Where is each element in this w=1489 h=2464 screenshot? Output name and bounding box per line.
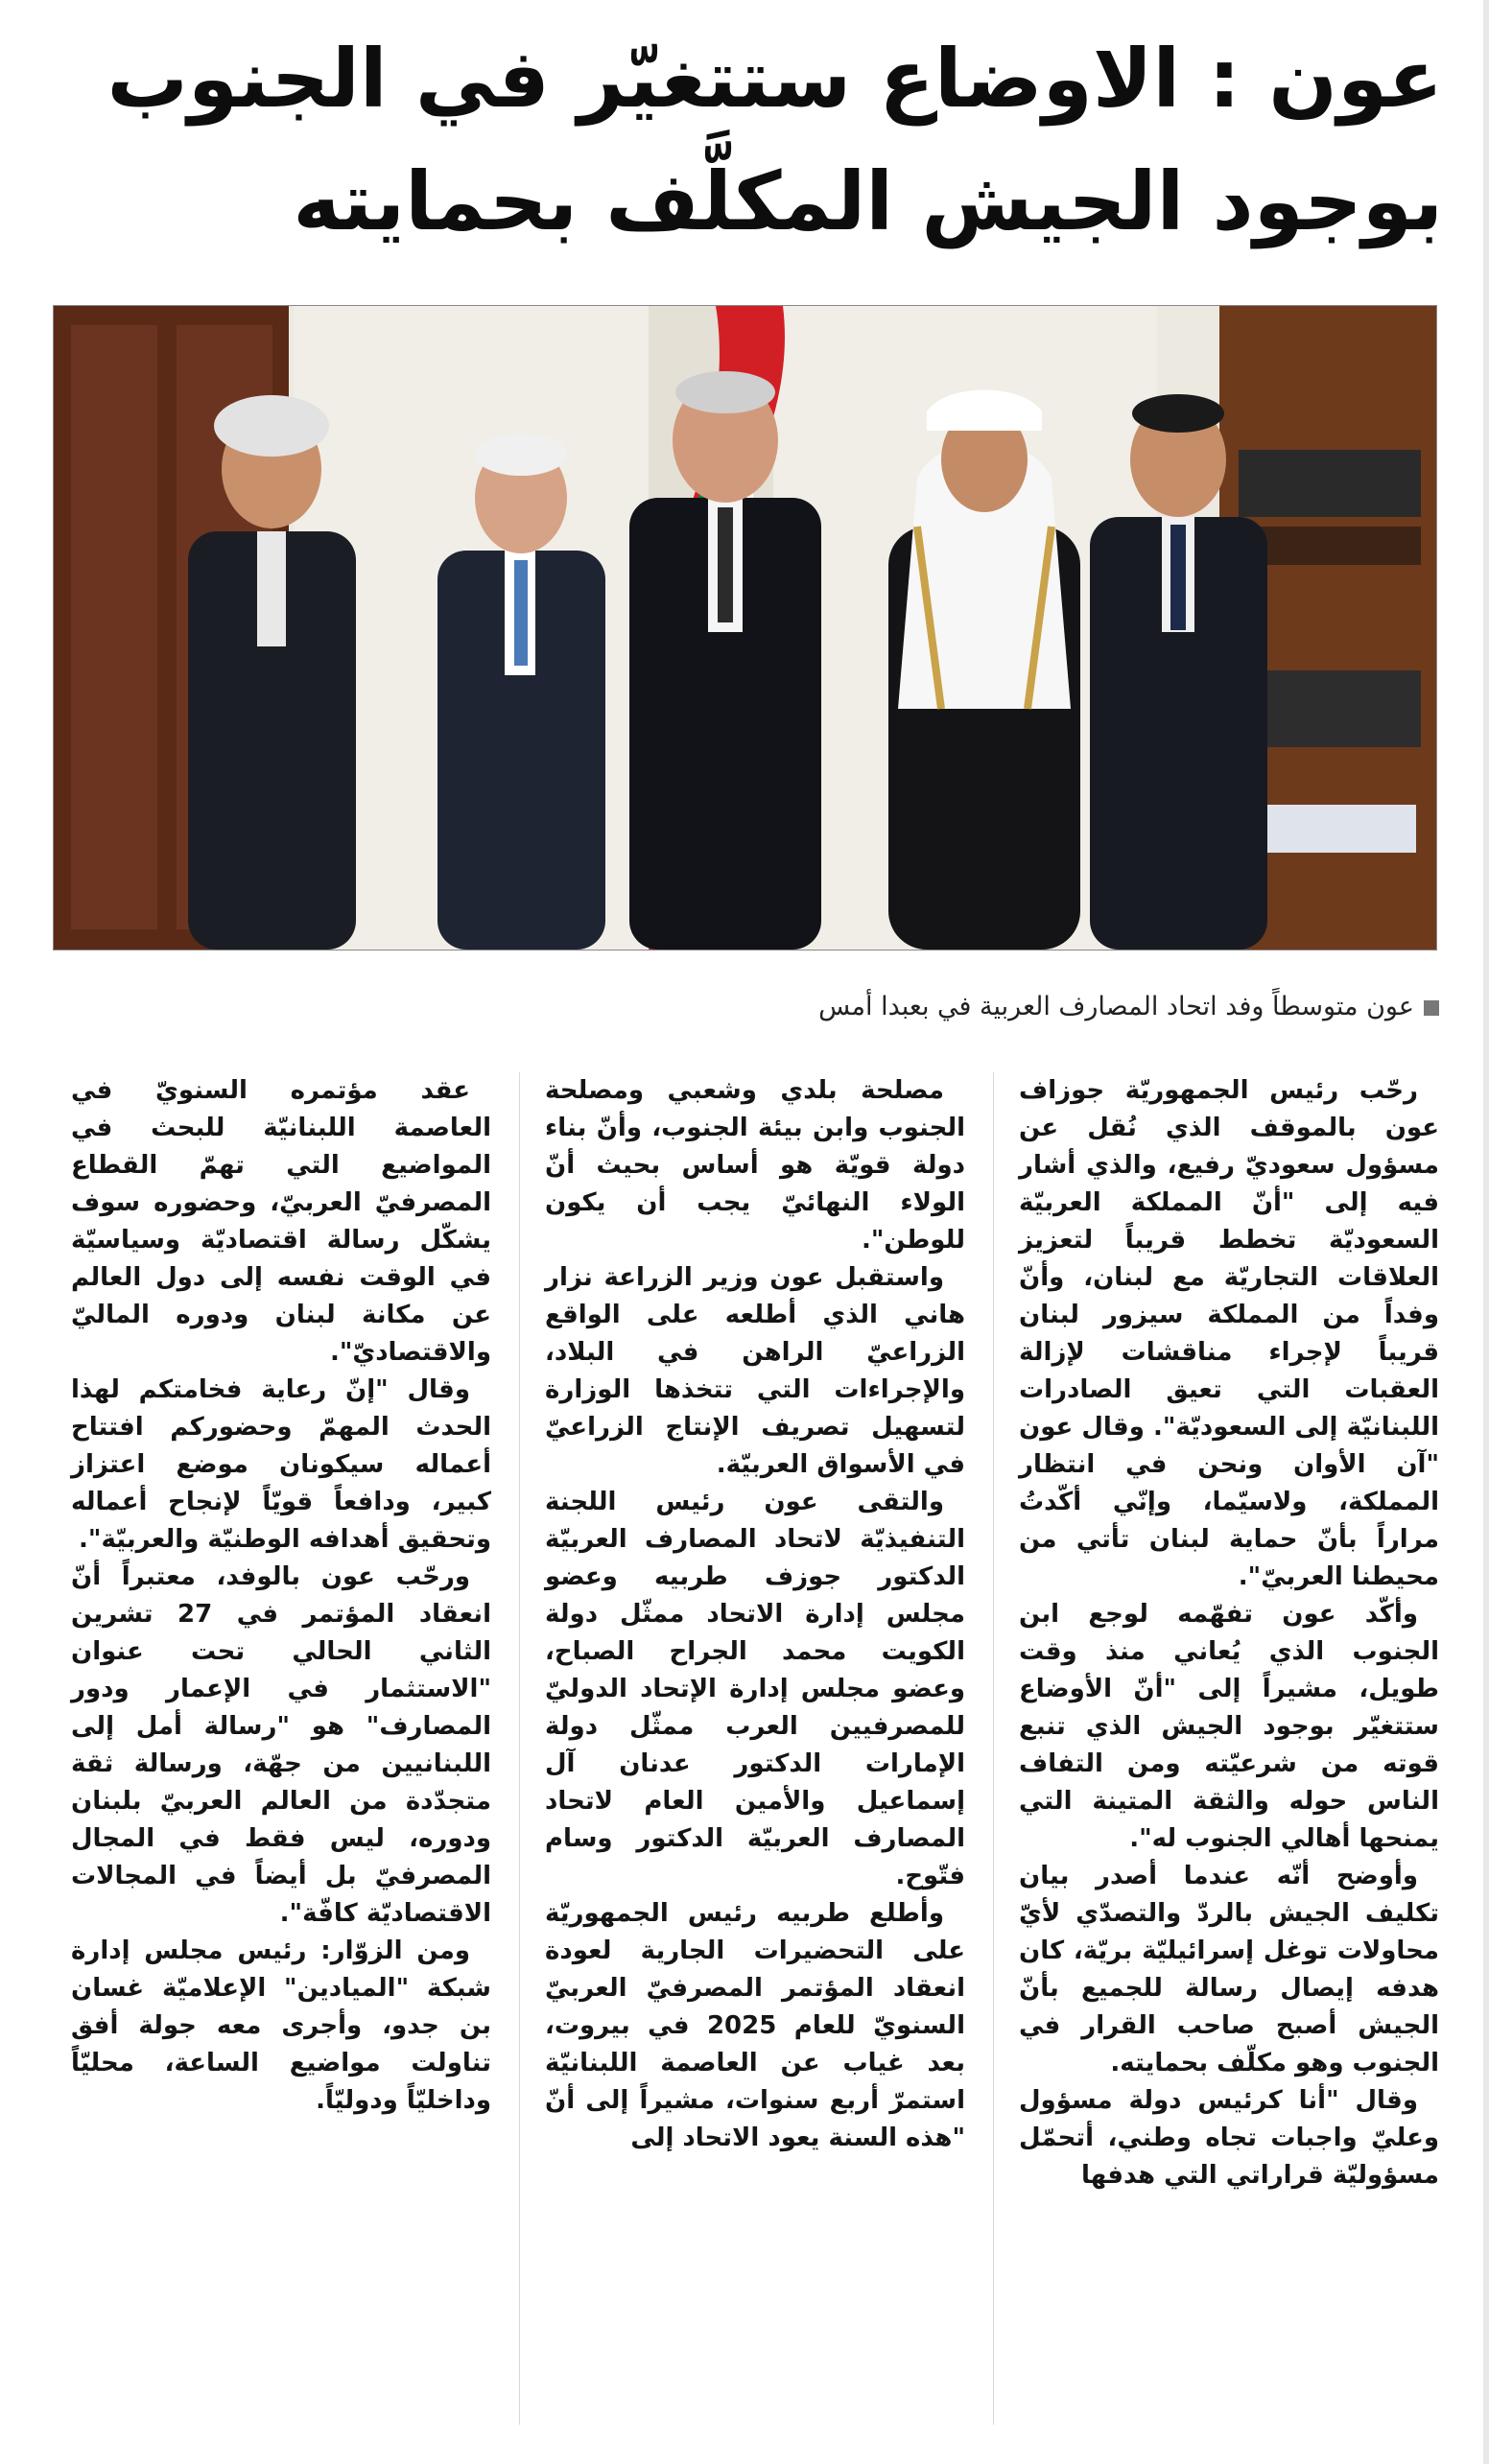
paragraph: عقد مؤتمره السنويّ في العاصمة اللبنانيّة للبحث في المواضيع التي تهمّ القطاع المصرفيّ العربيّ، وحضوره سوف يشكّل رسالة اقتصاديّة وسياسيّة في الوقت نفسه إلى دول العالم عن مكانة لبنان ودوره الماليّ والاقتصاديّ". [71,1076,491,1367]
photo-caption [58,988,1439,1026]
paragraph: وأكّد عون تفهّمه لوجع ابن الجنوب الذي يُعاني منذ وقت طويل، مشيراً إلى "أنّ الأوضاع ستتغيّر بوجود الجيش الذي تنبع قوته من شرعيّته ومن التفاف الناس حوله والثقة المتينة التي يمنحها أهالي الجنوب له". [1019,1600,1439,1853]
article-column-3 [71,1072,491,2120]
caption-square-icon [1424,1000,1439,1016]
paragraph: رحّب رئيس الجمهوريّة جوزاف عون بالموقف الذي نُقل عن مسؤول سعوديّ رفيع، والذي أشار فيه إلى "أنّ المملكة العربيّة السعوديّة تخطط قريباً لتعزيز العلاقات التجاريّة مع لبنان، وأنّ وفداً من المملكة سيزور لبنان قريباً لإجراء مناقشات لإزالة العقبات التي تعيق الصادرات اللبنانيّة إلى السعوديّة". وقال عون "آن الأوان ونحن في انتظار المملكة، ولاسيّما، وإنّي أكّدتُ مراراً بأنّ حماية لبنان تأتي من محيطنا العربيّ". [1019,1076,1439,1591]
paragraph: مصلحة بلدي وشعبي ومصلحة الجنوب وابن بيئة الجنوب، وأنّ بناء دولة قويّة هو أساس بحيث أنّ الولاء النهائيّ يجب أن يكون للوطن". [545,1076,965,1255]
photo-caption-text: عون متوسطاً وفد اتحاد المصارف العربية في بعبدا أمس [818,992,1414,1021]
column-divider [993,1072,994,2425]
headline-line-2: بوجود الجيش المكلَّف بحمايته [293,154,1443,248]
paragraph: ومن الزوّار: رئيس مجلس إدارة شبكة "الميادين" الإعلاميّة غسان بن جدو، وأجرى معه جولة أفق تناولت مواضيع الساعة، محليّاً وداخليّاً ودوليّاً. [71,1936,491,2115]
news-photo [53,305,1437,950]
paragraph: وقال "أنا كرئيس دولة مسؤول وعليّ واجبات تجاه وطني، أتحمّل مسؤوليّة قراراتي التي هدفها [1019,2086,1439,2190]
page-edge [1483,0,1489,2464]
article-column-2 [545,1072,965,2157]
paragraph: والتقى عون رئيس اللجنة التنفيذيّة لاتحاد المصارف العربيّة الدكتور جوزف طربيه وعضو مجلس إدارة الاتحاد ممثّل دولة الكويت محمد الجراح الصباح، وعضو مجلس إدارة الإتحاد الدوليّ للمصرفيين العرب ممثّل دولة الإمارات الدكتور عدنان آل إسماعيل والأمين العام لاتحاد المصارف العربيّة الدكتور وسام فتّوح. [545,1488,965,1890]
column-divider [519,1072,520,2425]
article-column-1 [1019,1072,1439,2194]
paragraph: ورحّب عون بالوفد، معتبراً أنّ انعقاد المؤتمر في 27 تشرين الثاني الحالي تحت عنوان "الاستثمار في الإعمار ودور المصارف" هو "رسالة أمل إلى اللبنانيين من جهّة، ورسالة ثقة متجدّدة من العالم العربيّ بلبنان ودوره، ليس فقط في المجال المصرفيّ بل أيضاً في المجالات الاقتصاديّة كافّة". [71,1562,491,1928]
paragraph: وأوضح أنّه عندما أصدر بيان تكليف الجيش بالردّ والتصدّي لأيّ محاولات توغل إسرائيليّة بريّة، كان هدفه إيصال رسالة للجميع بأنّ الجيش أصبح صاحب القرار في الجنوب وهو مكلّف بحمايته. [1019,1862,1439,2077]
paragraph: وقال "إنّ رعاية فخامتكم لهذا الحدث المهمّ وحضوركم افتتاح أعماله سيكونان موضع اعتزاز كبير، ودافعاً قويّاً لإنجاح أعماله وتحقيق أهدافه الوطنيّة والعربيّة". [71,1375,491,1554]
headline-line-1: عون : الاوضاع ستتغيّر في الجنوب [106,32,1443,126]
paragraph: واستقبل عون وزير الزراعة نزار هاني الذي أطلعه على الواقع الزراعيّ الراهن في البلاد، والإجراءات التي تتخذها الوزارة لتسهيل تصريف الإنتاج الزراعيّ في الأسواق العربيّة. [545,1263,965,1479]
paragraph: وأطلع طربيه رئيس الجمهوريّة على التحضيرات الجارية لعودة انعقاد المؤتمر المصرفيّ العربيّ السنويّ للعام 2025 في بيروت، بعد غياب عن العاصمة اللبنانيّة استمرّ أربع سنوات، مشيراً إلى أنّ "هذه السنة يعود الاتحاد إلى [545,1899,965,2152]
